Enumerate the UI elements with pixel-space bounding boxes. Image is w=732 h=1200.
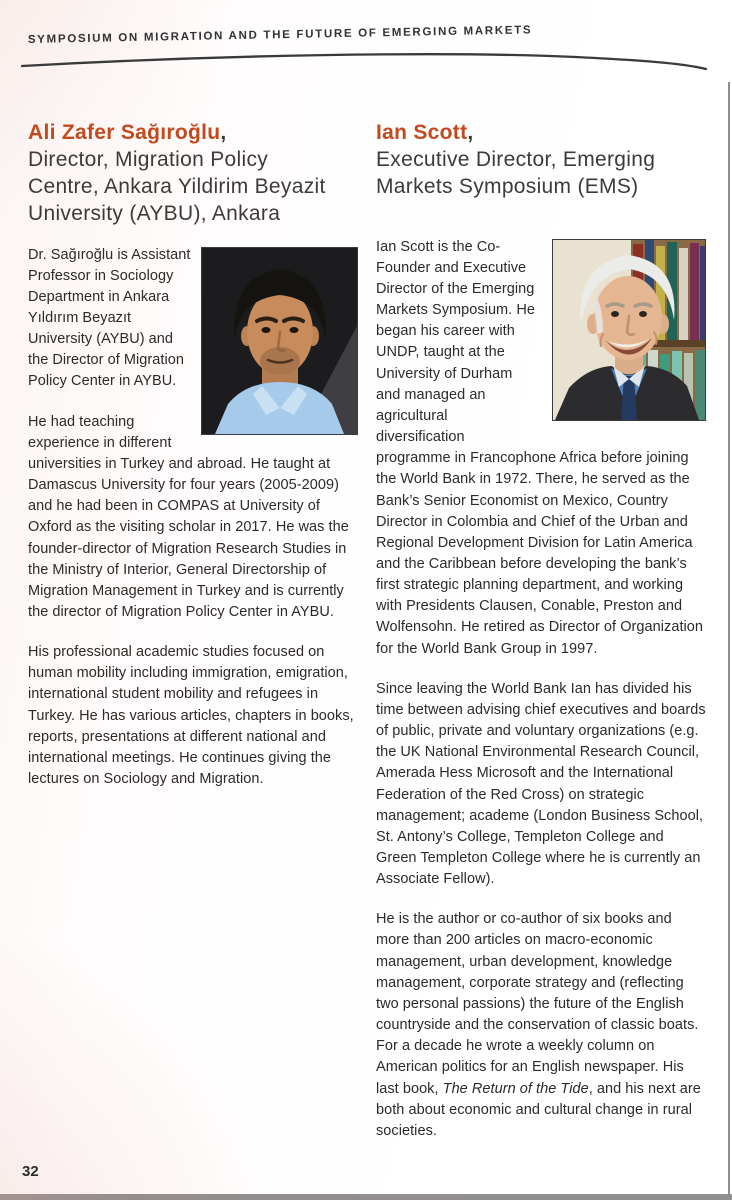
page-bottom-bar [0,1194,732,1200]
left-bio-paragraph-2: He had teaching experience in different universities in Turkey and abroad. He taught at Damascus University for four years (2005-2009) and he had been in COMPAS at University of Oxford as the visiting scholar in 2017. He was the founder-director of Migration Research Studies in the Ministry of Interior, General Directorship of Migration Management in Turkey and is currently the director of Migration Policy Center in AYBU. [28,413,349,620]
right-speaker-name: Ian Scott [376,121,468,144]
right-bio-paragraph-3: He is the author or co-author of six books and more than 200 articles on macro-economic management, urban development, knowledge management, corporate strategy and (reflecting two personal passions) the future of the English countryside and the conservation of classic boats. For a decade he wrote a weekly column on American politics for an English newspaper. His last book, The Return of the Tide, and his next are both about economic and cultural change in rural societies. [376,911,701,1139]
speaker-columns [28,120,706,1161]
right-speaker-title: Executive Director, Emerging Markets Symposium (EMS) [376,147,656,198]
header-rule [20,50,710,74]
right-speaker-heading [376,120,706,201]
left-speaker-section [28,120,358,1161]
right-speaker-name-suffix: , [467,121,474,144]
ian-scott-photo [552,239,706,421]
left-speaker-bio [28,245,358,791]
left-speaker-name-suffix: , [220,121,227,144]
page-edge-line [728,82,730,1194]
right-bio-paragraph-2: Since leaving the World Bank Ian has divided his time between advising chief executives and boards of public, private and voluntary organizations (e.g. the UK National Environmental Research Council, Amerada Hess Microsoft and the International Federation of the Red Cross) on strategic management; academe (London Business School, St. Antony’s College, Templeton College and Green Templeton College where he is currently an Associate Fellow). [376,680,706,888]
left-bio-paragraph-1: Dr. Sağıroğlu is Assistant Professor in Sociology Department in Ankara Yıldırım Beyazıt University (AYBU) and the Director of Migration Policy Center in AYBU. [28,246,191,390]
ali-sagiroglu-photo [201,247,358,435]
right-bio-paragraph-1: Ian Scott is the Co-Founder and Executive Director of the Emerging Markets Symposium. He began his career with UNDP, taught at the University of Durham and managed an agricultural diversification programme in Francophone Africa before joining the World Bank in 1972. There, he served as the Bank’s Senior Economist on Mexico, Country Director in Colombia and Chief of the Urban and Regional Development Division for Latin America and the Caribbean before developing the bank’s first strategic planning department, and working with Presidents Clausen, Conable, Preston and Wolfensohn. He retired as Director of Organization for the World Bank Group in 1997. [376,238,704,657]
left-speaker-title: Director, Migration Policy Centre, Ankara Yildirim Beyazit University (AYBU), Ankara [28,147,326,225]
right-speaker-section [376,120,706,1161]
left-speaker-name: Ali Zafer Sağıroğlu [28,121,221,144]
page-header-title: SYMPOSIUM ON MIGRATION AND THE FUTURE OF EMERGING MARKETS [27,24,533,46]
left-bio-paragraph-3: His professional academic studies focused on human mobility including immigration, emigration, international student mobility and refugees in Turkey. He has various articles, chapters in books, reports, presentations at different national and international meetings. He continues giving the lectures on Sociology and Migration. [28,644,354,788]
right-speaker-bio [376,237,706,1142]
ian-scott-portrait-graphic [553,240,705,420]
ali-sagiroglu-portrait-graphic [202,248,357,434]
page-number: 32 [22,1163,39,1180]
left-speaker-heading [28,120,358,228]
